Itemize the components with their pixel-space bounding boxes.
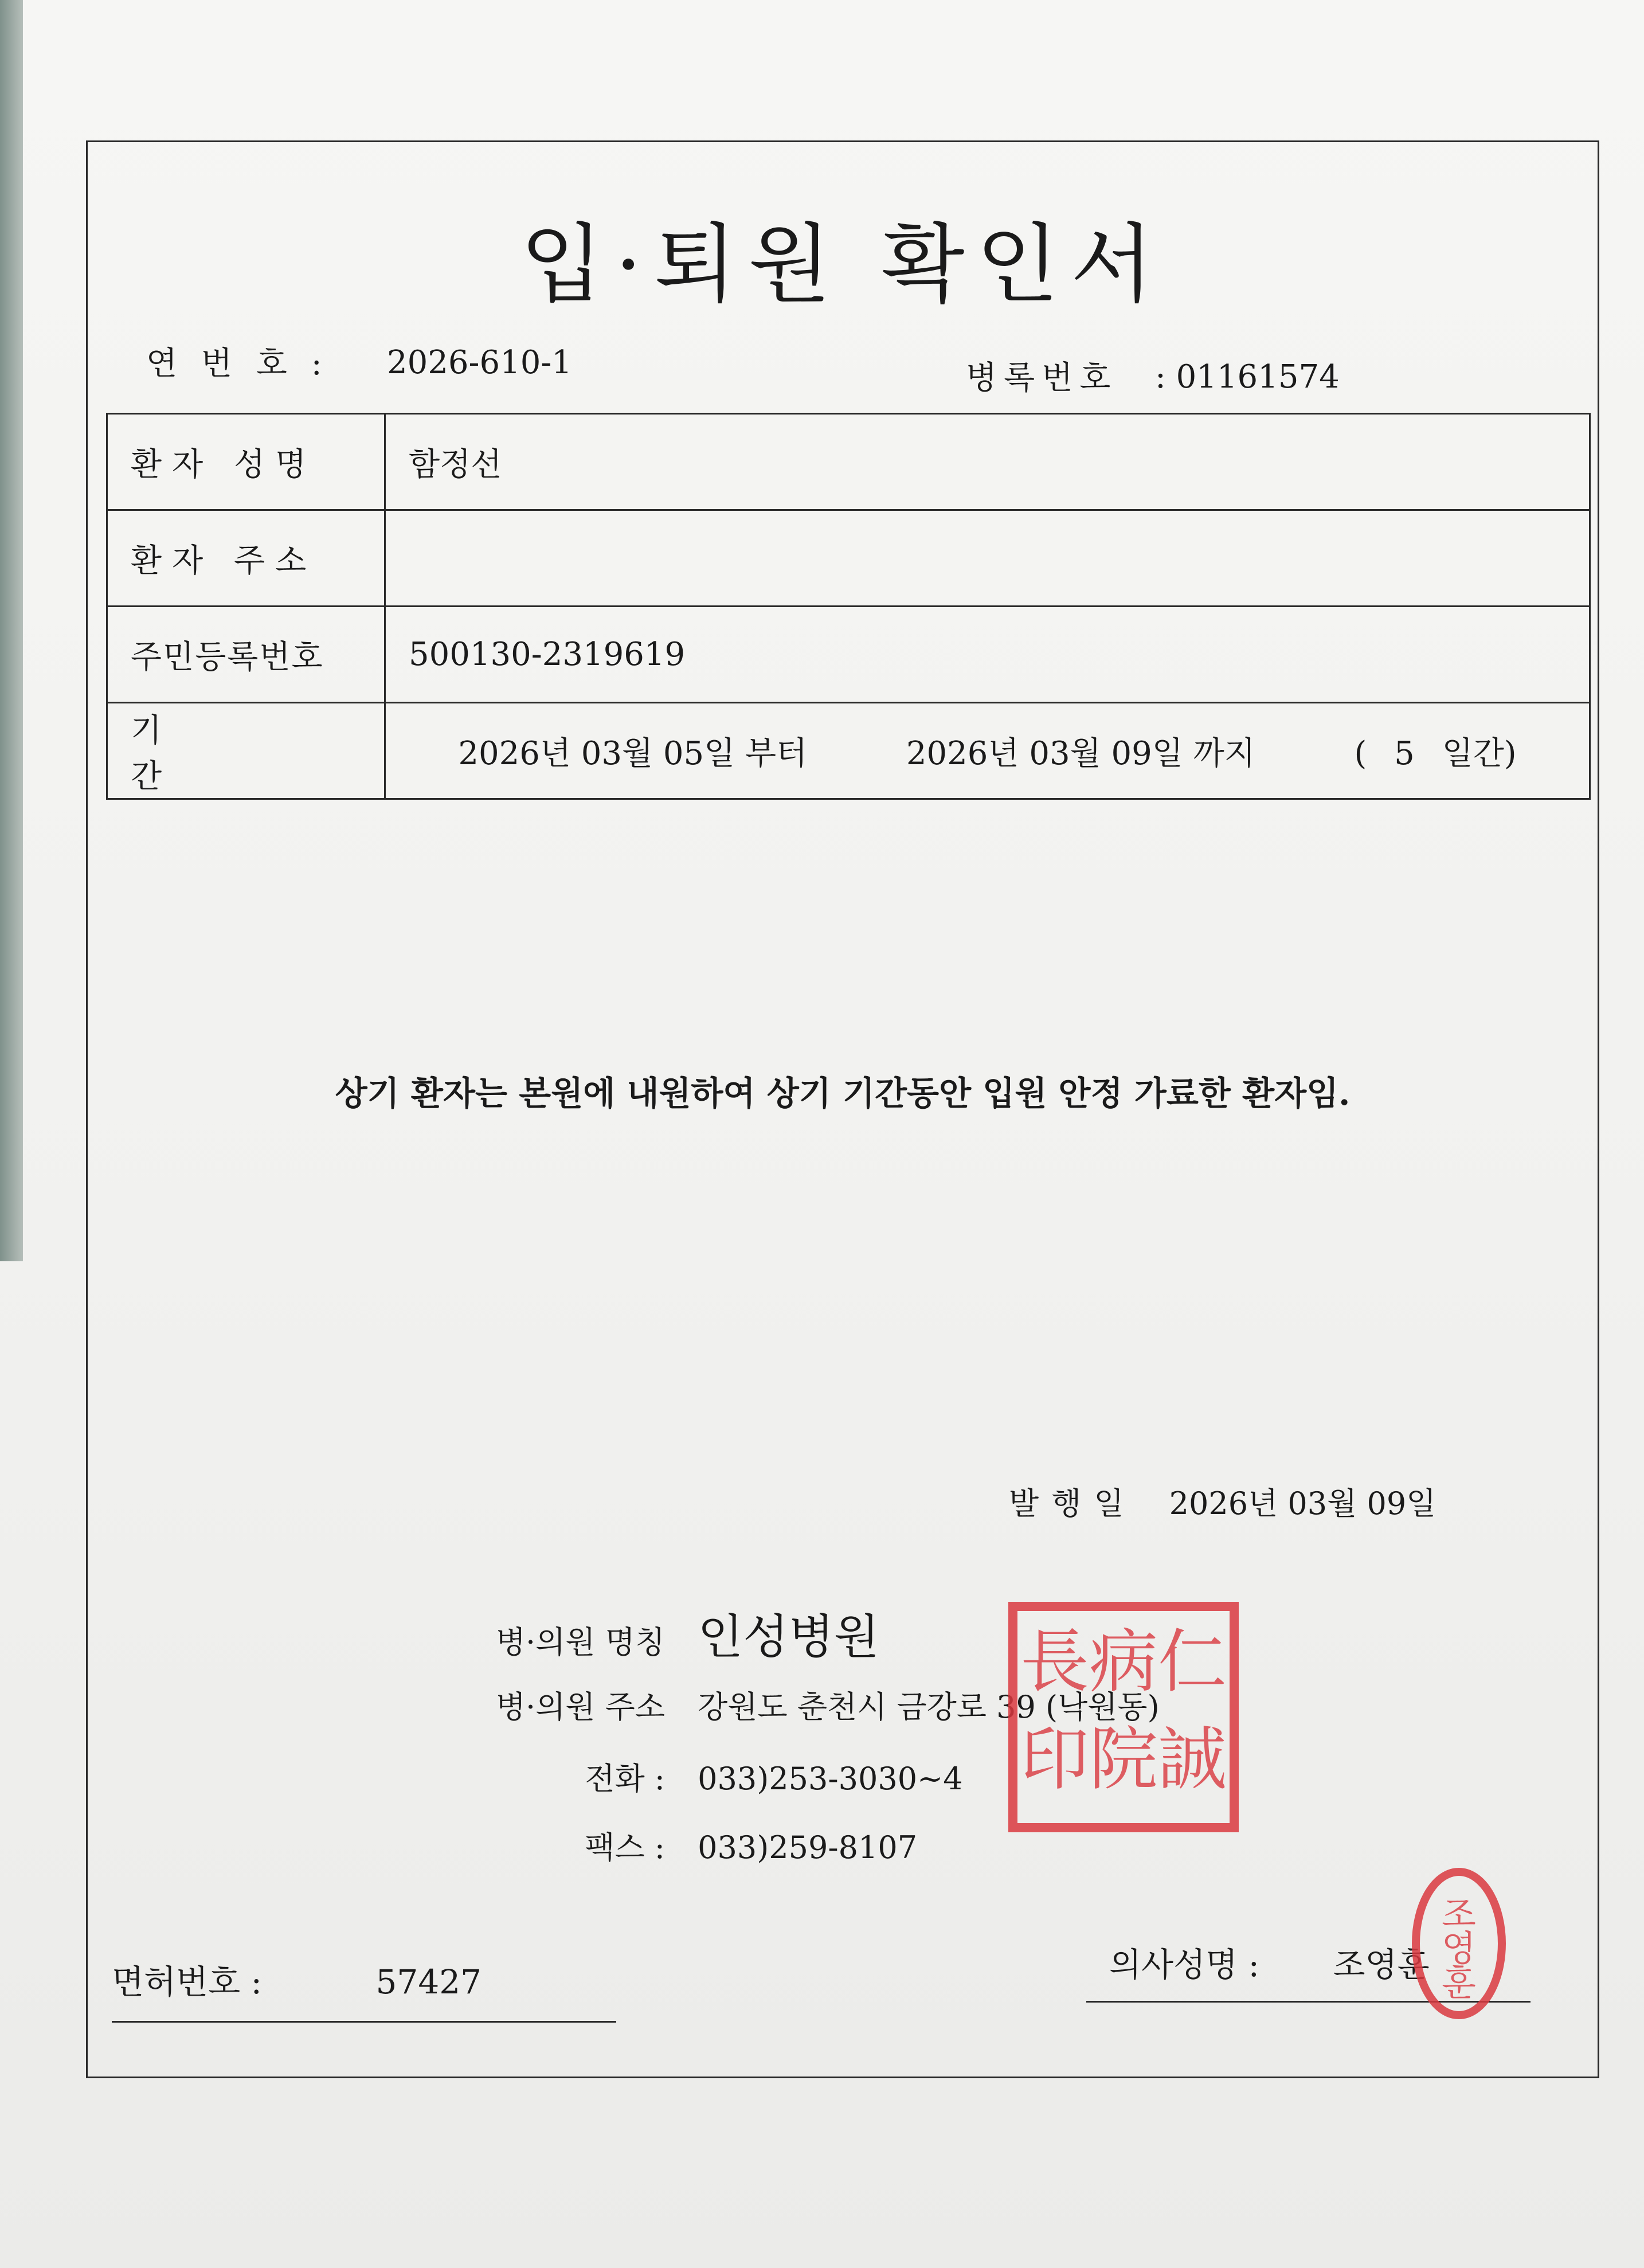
hospital-phone-row <box>470 1754 963 1798</box>
phone-label: 전화 : <box>585 1761 665 1797</box>
period-value <box>385 703 1590 799</box>
phone-value: 033)253-3030~4 <box>698 1761 963 1797</box>
hospital-seal-text-bottom: 印院誠 <box>1020 1720 1227 1800</box>
license-value: 57427 <box>375 1962 482 2001</box>
table-row <box>107 510 1590 607</box>
info-table <box>106 413 1591 800</box>
issue-date-value: 2026년 03월 09일 <box>1169 1485 1436 1522</box>
period-to: 2026년 03월 09일 까지 <box>906 734 1255 772</box>
doctor-seal-char-2: 영 <box>1442 1927 1476 1969</box>
record-label: 병록번호 <box>966 359 1118 397</box>
hospital-fax-row <box>470 1823 917 1867</box>
table-row <box>107 607 1590 703</box>
hospital-address-label: 병·의원 주소 <box>495 1689 665 1725</box>
serial-label: 연 번 호 : <box>146 345 329 382</box>
confirmation-statement: 상기 환자는 본원에 내원하여 상기 기간동안 입원 안정 가료한 환자임. <box>335 1074 1351 1113</box>
license-row <box>112 1955 482 2003</box>
hospital-address: 강원도 춘천시 금강로 39 (낙원동) <box>698 1689 1160 1725</box>
patient-name-value: 함정선 <box>385 414 1590 510</box>
serial-value: 2026-610-1 <box>387 344 572 381</box>
patient-address-label: 환자 주소 <box>107 510 385 607</box>
fax-label: 팩스 : <box>585 1829 665 1866</box>
hospital-seal-stamp <box>1006 1600 1241 1835</box>
license-label: 면허번호 : <box>112 1962 263 2001</box>
hospital-name-row <box>470 1600 879 1667</box>
period-label: 기 간 <box>107 703 385 799</box>
hospital-name-label: 병·의원 명칭 <box>495 1624 665 1660</box>
resident-number-value: 500130-2319619 <box>385 607 1590 703</box>
patient-name-label: 환자 성명 <box>107 414 385 510</box>
table-row <box>107 414 1590 510</box>
doctor-label: 의사성명 : <box>1109 1945 1260 1984</box>
table-row <box>107 703 1590 799</box>
resident-number-label: 주민등록번호 <box>107 607 385 703</box>
period-from: 2026년 03월 05일 부터 <box>458 734 808 772</box>
hospital-name: 인성병원 <box>698 1610 880 1664</box>
desk-background <box>0 0 23 1261</box>
patient-address-value <box>385 510 1590 607</box>
document-title: 입·퇴원 확인서 <box>520 215 1165 315</box>
doctor-seal-char-3: 훈 <box>1442 1962 1476 2004</box>
issue-date-label: 발행일 <box>1009 1485 1137 1522</box>
hospital-seal-text-top: 長病仁 <box>1020 1622 1227 1702</box>
doctor-seal-stamp <box>1407 1863 1510 2024</box>
doctor-row <box>1109 1938 1430 1986</box>
doctor-seal-char-1: 조 <box>1442 1893 1476 1935</box>
period-days: ( 5 일간) <box>1354 734 1517 772</box>
record-value: : 01161574 <box>1155 358 1340 396</box>
fax-value: 033)259-8107 <box>698 1829 918 1866</box>
license-underline <box>112 2021 616 2023</box>
doctor-name: 조영훈 <box>1333 1945 1430 1984</box>
issue-date-row <box>1009 1479 1436 1523</box>
